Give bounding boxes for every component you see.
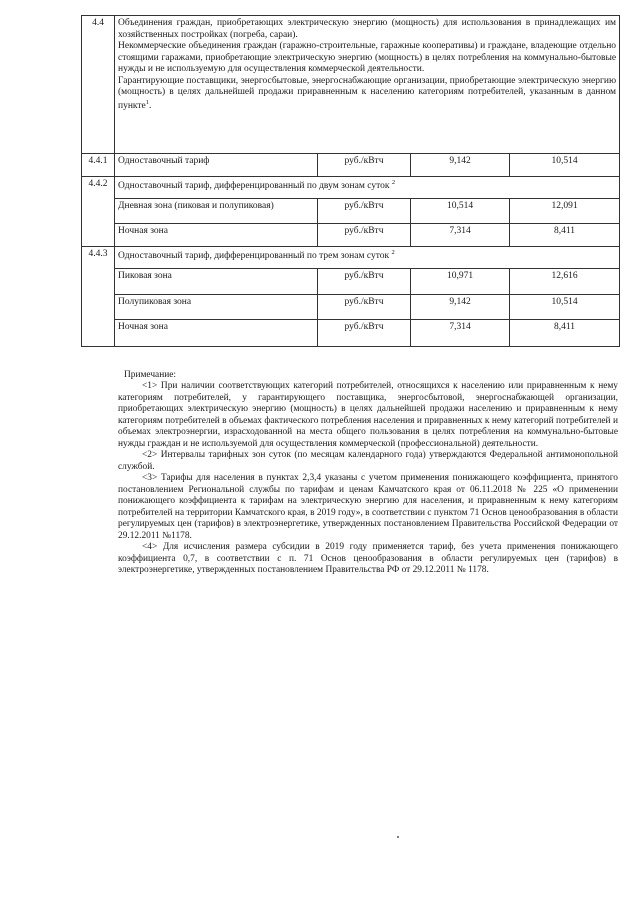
value-cell: 7,314	[411, 224, 510, 247]
table-row	[82, 224, 620, 247]
row-number: 4.4.3	[82, 247, 115, 347]
zone-label: Полупиковая зона	[115, 295, 318, 320]
table-row	[82, 199, 620, 224]
note-item: <4> Для исчисления размера субсидии в 2019 году применяется тариф, без учета применения понижающего коэффициента 0,7, в соответствии с п. 71 Основ ценообразования в области регулируемых цен (тарифов) в электроэнергетике, утвержденных постановлением Правительства РФ от 29.12.2011 № 1178.	[118, 542, 618, 575]
table-row	[82, 16, 620, 154]
scan-speck	[397, 836, 399, 838]
value-cell: 9,142	[411, 154, 510, 177]
category-description	[115, 16, 620, 154]
value-cell: 12,091	[510, 199, 620, 224]
value-cell: 8,411	[510, 224, 620, 247]
notes-heading: Примечание:	[124, 370, 177, 380]
note-item: <1> При наличии соответствующих категорий потребителей, относящихся к населению или приравненным к нему категориям потребителей, у гарантирующего поставщика, энергосбытовой, энергоснабжающей организации, приобретающих электрическую энергию (мощность) в целях дальнейшей продажи населению и приравненным к нему категориям потребителей в объемах фактического потребления населения и приравненных к нему категорий потребителей и объемах электроэнергии, израсходованной на места общего пользования в целях потребления на коммунально-бытовые нужды граждан и не используемой для осуществления коммерческой (профессиональной) деятельности.	[118, 381, 618, 449]
row-number: 4.4	[82, 16, 115, 154]
value-cell: 9,142	[411, 295, 510, 320]
zone-label: Ночная зона	[115, 224, 318, 247]
table-row	[82, 269, 620, 295]
category-paragraph: Некоммерческие объединения граждан (гаражно-строительные, гаражные кооперативы) и граждане, владеющие отдельно стоящими гаражами, приобретающие электрическую энергию (мощность) в целях потребления на коммунально-бытовые нужды и не используемую для осуществления коммерческой деятельности.	[118, 41, 617, 75]
unit-cell: руб./кВтч	[318, 224, 411, 247]
value-cell: 10,971	[411, 269, 510, 295]
unit-cell: руб./кВтч	[318, 320, 411, 347]
unit-cell: руб./кВтч	[318, 269, 411, 295]
table-row	[82, 177, 620, 199]
value-cell: 10,514	[510, 295, 620, 320]
notes-section	[118, 370, 618, 576]
tariff-label	[115, 177, 620, 199]
unit-cell: руб./кВтч	[318, 154, 411, 177]
end-punctuation: .	[149, 101, 152, 112]
footnote-ref: 2	[391, 249, 395, 256]
zone-label: Дневная зона (пиковая и полупиковая)	[115, 199, 318, 224]
tariff-label-text: Одноставочный тариф, дифференцированный по трем зонам суток	[118, 251, 390, 262]
zone-label: Пиковая зона	[115, 269, 318, 295]
table-row	[82, 320, 620, 347]
table-row	[82, 295, 620, 320]
footnote-ref: 2	[391, 179, 396, 186]
value-cell: 10,514	[411, 199, 510, 224]
category-paragraph: Объединения граждан, приобретающих электрическую энергию (мощность) для использования в принадлежащих им хозяйственных постройках (погреба, сараи).	[118, 18, 617, 40]
row-number: 4.4.2	[82, 177, 115, 247]
value-cell: 7,314	[411, 320, 510, 347]
note-item: <3> Тарифы для населения в пунктах 2,3,4 указаны с учетом применения понижающего коэффициента, принятого постановлением Региональной службы по тарифам и ценам Камчатского края от 06.11.2018 № 225 «О применении понижающего коэффициента к тарифам на электрическую энергию для населения, и приравненным к нему категориям потребителей на территории Камчатского края, в 2019 году», в соответствии с пунктом 71 Основ ценообразования в области регулируемых цен (тарифов) в электроэнергетике, утвержденных постановлением Правительства Российской Федерации от 29.12.2011 №1178.	[118, 473, 618, 541]
category-paragraph	[118, 76, 616, 113]
table-row	[82, 247, 620, 269]
category-paragraph-text: Гарантирующие поставщики, энергосбытовые, энергоснабжающие организации, приобретающие электрическую энергию (мощность) в целях дальнейшей продажи приравненным к населению категориям потребителей, указанным в данном пункте	[118, 75, 617, 112]
note-item: <2> Интервалы тарифных зон суток (по месяцам календарного года) утверждаются Федеральной антимонопольной службой.	[118, 450, 618, 472]
value-cell: 10,514	[510, 154, 620, 177]
tariff-label	[115, 247, 620, 269]
footnote-ref: 1	[145, 99, 150, 107]
table-row	[82, 154, 620, 177]
unit-cell: руб./кВтч	[318, 199, 411, 224]
unit-cell: руб./кВтч	[318, 295, 411, 320]
zone-label: Ночная зона	[115, 320, 318, 347]
tariff-table	[81, 15, 620, 347]
value-cell: 8,411	[510, 320, 620, 347]
tariff-label-text: Одноставочный тариф, дифференцированный по двум зонам суток	[118, 181, 390, 192]
tariff-label: Одноставочный тариф	[115, 154, 318, 177]
row-number: 4.4.1	[82, 154, 115, 177]
value-cell: 12,616	[510, 269, 620, 295]
